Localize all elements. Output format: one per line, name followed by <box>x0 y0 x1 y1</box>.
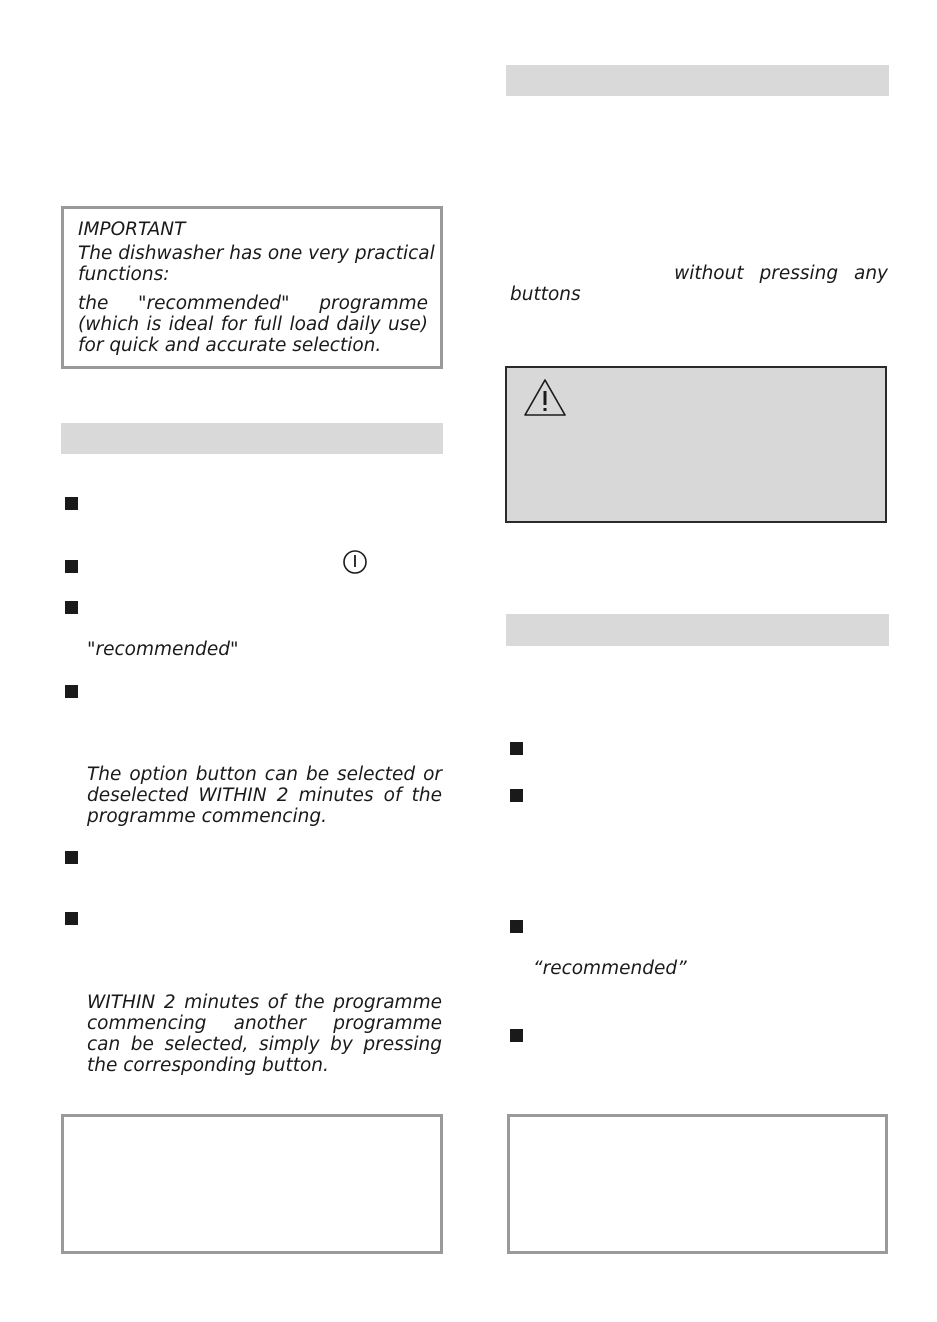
option-note-line-1: The option button can be selected or <box>87 764 442 785</box>
bullet-marker <box>510 742 523 755</box>
bullet-marker <box>510 1029 523 1042</box>
important-heading: IMPORTANT <box>78 219 186 240</box>
section-header-bar-left <box>61 423 443 454</box>
within-note-line-1: WITHIN 2 minutes of the programme <box>87 992 442 1013</box>
within-note <box>87 992 442 1076</box>
bullet-marker <box>65 560 78 573</box>
bullet-marker <box>65 601 78 614</box>
bullet-marker <box>65 912 78 925</box>
bullet-marker <box>510 920 523 933</box>
bullet-marker <box>65 685 78 698</box>
recommended-label-left: "recommended" <box>87 639 239 660</box>
warning-triangle-icon <box>522 377 568 419</box>
power-icon <box>342 549 368 575</box>
no-buttons-line-1: without pressing any <box>674 263 888 284</box>
important-line-2: functions: <box>78 264 170 285</box>
within-note-line-2: commencing another programme <box>87 1013 442 1034</box>
recommended-label-right: “recommended” <box>533 958 687 979</box>
empty-box-right <box>507 1114 888 1254</box>
empty-box-left <box>61 1114 443 1254</box>
important-line-3: the "recommended" programme <box>78 293 428 314</box>
bullet-marker <box>510 789 523 802</box>
option-note-line-3: programme commencing. <box>87 806 327 827</box>
within-note-line-3: can be selected, simply by pressing <box>87 1034 442 1055</box>
section-header-bar-right-top <box>506 65 889 96</box>
important-line-5: for quick and accurate selection. <box>78 335 382 356</box>
within-note-line-4: the corresponding button. <box>87 1055 329 1076</box>
important-line-1: The dishwasher has one very practical <box>78 243 435 264</box>
bullet-marker <box>65 497 78 510</box>
no-buttons-note <box>510 263 888 305</box>
important-box <box>61 206 443 369</box>
warning-box <box>505 366 887 523</box>
no-buttons-line-2: buttons <box>510 284 581 305</box>
option-note-line-2: deselected WITHIN 2 minutes of the <box>87 785 442 806</box>
important-line-4: (which is ideal for full load daily use) <box>78 314 428 335</box>
option-note <box>87 764 442 827</box>
section-header-bar-right <box>506 614 889 646</box>
bullet-marker <box>65 851 78 864</box>
